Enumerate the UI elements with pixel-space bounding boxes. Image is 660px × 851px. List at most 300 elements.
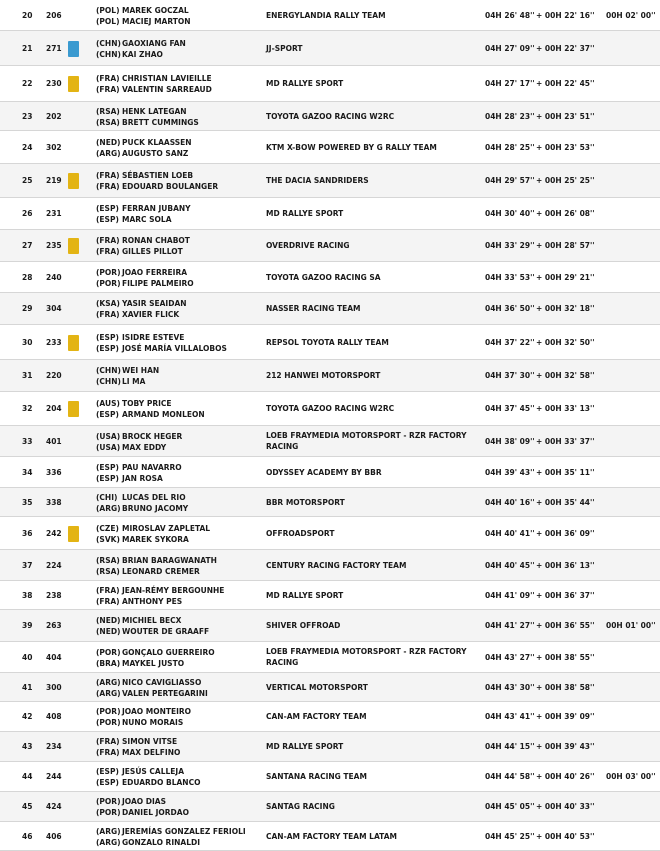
nationality: (CZE) — [96, 523, 119, 533]
crew-name: FILIPE PALMEIRO — [122, 278, 194, 288]
team-name: REPSOL TOYOTA RALLY TEAM — [266, 337, 389, 347]
nationality: (CHI) — [96, 492, 118, 502]
crew-member — [96, 807, 189, 818]
table-row — [0, 31, 660, 66]
crew-member — [96, 298, 187, 309]
crew-name: GAOXIANG FAN — [122, 38, 186, 48]
crew-name: BRIAN BARAGWANATH — [122, 555, 217, 565]
team-name: VERTICAL MOTORSPORT — [266, 682, 368, 692]
crew-names — [96, 826, 246, 848]
car-number: 401 — [46, 436, 62, 446]
class-badge-icon — [68, 238, 79, 254]
car-number: 233 — [46, 337, 62, 347]
position-number: 29 — [22, 304, 33, 313]
car-number: 231 — [46, 209, 62, 218]
position-number: 25 — [22, 176, 33, 185]
crew-member — [96, 170, 218, 181]
team-name: 212 HANWEI MOTORSPORT — [266, 371, 381, 380]
crew-member — [96, 137, 192, 148]
car-number: 336 — [46, 467, 62, 477]
crew-name: BRUNO JACOMY — [122, 503, 189, 513]
nationality: (FRA) — [96, 310, 120, 319]
team-name: OFFROADSPORT — [266, 528, 335, 538]
stage-time: 04H 41' 09'' — [485, 590, 535, 600]
nationality: (FRA) — [96, 182, 120, 191]
crew-names — [96, 332, 227, 354]
nationality: (ARG) — [96, 688, 121, 698]
table-row — [0, 732, 660, 762]
position-number: 34 — [22, 467, 33, 477]
stage-time: 04H 37' 22'' — [485, 337, 535, 347]
crew-member — [96, 747, 180, 758]
class-badge-icon — [68, 76, 79, 92]
table-row — [0, 325, 660, 360]
crew-names — [96, 796, 189, 818]
car-number: 220 — [46, 371, 62, 380]
car-number: 302 — [46, 142, 62, 152]
position-number: 41 — [22, 682, 33, 692]
crew-names — [96, 677, 208, 699]
crew-name: MAREK GOCZAL — [122, 5, 189, 15]
crew-member — [96, 431, 182, 442]
crew-member — [96, 203, 191, 214]
time-gap: + 00H 38' 58'' — [536, 682, 595, 692]
crew-member — [96, 376, 159, 387]
position-number: 39 — [22, 621, 33, 630]
crew-name: MAX EDDY — [122, 442, 167, 452]
class-badge-icon — [68, 335, 79, 351]
crew-name: ISIDRE ESTEVE — [122, 332, 185, 342]
stage-time: 04H 33' 29'' — [485, 241, 535, 250]
crew-names — [96, 203, 191, 225]
crew-name: MICHIEL BECX — [122, 616, 182, 625]
penalty-time: 00H 01' 00'' — [606, 621, 656, 630]
car-number: 240 — [46, 272, 62, 282]
stage-time: 04H 45' 05'' — [485, 802, 535, 811]
crew-name: HENK LATEGAN — [122, 106, 187, 116]
crew-member — [96, 717, 191, 728]
car-number: 234 — [46, 742, 62, 751]
team-name: MD RALLYE SPORT — [266, 209, 344, 218]
crew-names — [96, 431, 182, 453]
table-row — [0, 262, 660, 293]
time-gap: + 00H 38' 55'' — [536, 652, 595, 662]
table-row — [0, 822, 660, 851]
stage-time: 04H 40' 16'' — [485, 497, 535, 507]
position-number: 31 — [22, 371, 33, 380]
crew-member — [96, 473, 182, 484]
crew-member — [96, 706, 191, 717]
nationality: (SVK) — [96, 534, 120, 544]
class-badge-icon — [68, 41, 79, 57]
time-gap: + 00H 32' 58'' — [536, 371, 595, 380]
stage-time: 04H 28' 25'' — [485, 142, 535, 152]
time-gap: + 00H 33' 13'' — [536, 404, 595, 413]
time-gap: + 00H 32' 18'' — [536, 304, 595, 313]
nationality: (NED) — [96, 616, 121, 625]
team-name: BBR MOTORSPORT — [266, 497, 345, 507]
stage-time: 04H 41' 27'' — [485, 621, 535, 630]
time-gap: + 00H 40' 26'' — [536, 772, 595, 781]
nationality: (POR) — [96, 278, 121, 288]
table-row — [0, 0, 660, 31]
time-gap: + 00H 36' 55'' — [536, 621, 595, 630]
nationality: (ESP) — [96, 462, 119, 472]
crew-name: SIMON VITSE — [122, 737, 178, 746]
crew-name: PAU NAVARRO — [122, 462, 182, 472]
team-name: ODYSSEY ACADEMY BY BBR — [266, 467, 382, 477]
car-number: 242 — [46, 528, 62, 538]
crew-member — [96, 677, 208, 688]
nationality: (ESP) — [96, 204, 119, 213]
nationality: (ESP) — [96, 473, 119, 483]
crew-name: ANTHONY PES — [122, 596, 183, 606]
stage-time: 04H 43' 30'' — [485, 682, 535, 692]
nationality: (FRA) — [96, 236, 120, 245]
car-number: 230 — [46, 79, 62, 88]
table-row — [0, 102, 660, 131]
nationality: (USA) — [96, 431, 121, 441]
team-name: ENERGYLANDIA RALLY TEAM — [266, 10, 386, 20]
stage-time: 04H 38' 09'' — [485, 436, 535, 446]
nationality: (CHN) — [96, 366, 121, 375]
time-gap: + 00H 28' 57'' — [536, 241, 595, 250]
nationality: (ESP) — [96, 767, 119, 776]
nationality: (FRA) — [96, 748, 120, 757]
table-row — [0, 360, 660, 392]
stage-time: 04H 37' 45'' — [485, 404, 535, 413]
crew-names — [96, 523, 210, 545]
position-number: 45 — [22, 802, 33, 811]
crew-name: JEAN-RÉMY BERGOUNHE — [122, 585, 225, 595]
class-badge-icon — [68, 401, 79, 417]
position-number: 23 — [22, 111, 33, 121]
nationality: (NED) — [96, 627, 121, 636]
crew-name: WEI HAN — [122, 366, 160, 375]
team-name: MD RALLYE SPORT — [266, 590, 344, 600]
position-number: 32 — [22, 404, 33, 413]
table-row — [0, 131, 660, 164]
nationality: (CHN) — [96, 38, 121, 48]
team-name: CENTURY RACING FACTORY TEAM — [266, 560, 407, 570]
crew-name: WOUTER DE GRAAFF — [122, 627, 210, 636]
team-name: OVERDRIVE RACING — [266, 241, 350, 250]
stage-time: 04H 37' 30'' — [485, 371, 535, 380]
crew-member — [96, 503, 188, 514]
position-number: 35 — [22, 497, 33, 507]
crew-name: JOAO DIAS — [122, 797, 166, 806]
stage-time: 04H 43' 27'' — [485, 652, 535, 662]
crew-name: VALEN PERTEGARINI — [122, 688, 208, 698]
nationality: (ARG) — [96, 826, 121, 836]
crew-name: MAYKEL JUSTO — [122, 658, 185, 668]
time-gap: + 00H 25' 25'' — [536, 176, 595, 185]
crew-name: GILLES PILLOT — [122, 247, 183, 256]
crew-member — [96, 826, 246, 837]
team-name: SHIVER OFFROAD — [266, 621, 341, 630]
crew-names — [96, 170, 218, 192]
crew-member — [96, 555, 217, 566]
crew-names — [96, 647, 215, 669]
nationality: (ESP) — [96, 343, 119, 353]
nationality: (ARG) — [96, 148, 121, 158]
stage-time: 04H 36' 50'' — [485, 304, 535, 313]
crew-member — [96, 106, 199, 117]
crew-name: MAX DELFINO — [122, 748, 181, 757]
nationality: (ESP) — [96, 332, 119, 342]
car-number: 408 — [46, 712, 62, 721]
crew-names — [96, 766, 200, 788]
time-gap: + 00H 22' 45'' — [536, 79, 595, 88]
crew-name: CHRISTIAN LAVIEILLE — [122, 74, 212, 83]
crew-name: EDUARDO BLANCO — [122, 778, 201, 787]
crew-name: LUCAS DEL RIO — [122, 492, 186, 502]
crew-member — [96, 5, 191, 16]
crew-names — [96, 298, 187, 320]
crew-name: JAN ROSA — [122, 473, 163, 483]
car-number: 238 — [46, 590, 62, 600]
team-name: CAN-AM FACTORY TEAM LATAM — [266, 831, 397, 841]
nationality: (RSA) — [96, 117, 120, 127]
table-row — [0, 488, 660, 517]
crew-names — [96, 615, 209, 637]
nationality: (POR) — [96, 267, 121, 277]
table-row — [0, 581, 660, 610]
crew-member — [96, 409, 205, 420]
crew-names — [96, 585, 224, 607]
crew-member — [96, 267, 194, 278]
position-number: 22 — [22, 79, 33, 88]
position-number: 42 — [22, 712, 33, 721]
crew-name: TOBY PRICE — [122, 399, 172, 408]
team-name: MD RALLYE SPORT — [266, 79, 344, 88]
nationality: (POL) — [96, 5, 120, 15]
stage-time: 04H 39' 43'' — [485, 467, 535, 477]
crew-names — [96, 706, 191, 728]
crew-names — [96, 267, 194, 289]
stage-time: 04H 44' 58'' — [485, 772, 535, 781]
crew-member — [96, 442, 182, 453]
crew-member — [96, 365, 159, 376]
time-gap: + 00H 40' 33'' — [536, 802, 595, 811]
nationality: (FRA) — [96, 74, 120, 83]
position-number: 20 — [22, 10, 33, 20]
crew-member — [96, 343, 227, 354]
table-row — [0, 517, 660, 550]
table-row — [0, 66, 660, 102]
crew-member — [96, 148, 192, 159]
crew-member — [96, 523, 210, 534]
table-row — [0, 762, 660, 792]
team-name: KTM X-BOW POWERED BY G RALLY TEAM — [266, 142, 437, 152]
team-name: LOEB FRAYMEDIA MOTORSPORT - RZR FACTORY RACING — [266, 647, 467, 667]
crew-name: JOAO FERREIRA — [122, 267, 188, 277]
time-gap: + 00H 22' 16'' — [536, 10, 595, 20]
stage-time: 04H 33' 53'' — [485, 272, 535, 282]
position-number: 37 — [22, 560, 33, 570]
time-gap: + 00H 32' 50'' — [536, 337, 595, 347]
table-row — [0, 673, 660, 702]
nationality: (RSA) — [96, 555, 120, 565]
crew-member — [96, 736, 180, 747]
crew-member — [96, 796, 189, 807]
table-row — [0, 610, 660, 642]
time-gap: + 00H 26' 08'' — [536, 209, 595, 218]
nationality: (NED) — [96, 137, 121, 147]
position-number: 33 — [22, 436, 33, 446]
position-number: 40 — [22, 652, 33, 662]
crew-member — [96, 766, 200, 777]
car-number: 406 — [46, 831, 62, 841]
crew-name: PUCK KLAASSEN — [122, 137, 192, 147]
time-gap: + 00H 40' 53'' — [536, 831, 595, 841]
position-number: 44 — [22, 772, 33, 781]
crew-member — [96, 38, 186, 49]
team-name: TOYOTA GAZOO RACING SA — [266, 272, 381, 282]
crew-name: JOSÉ MARÍA VILLALOBOS — [122, 343, 227, 353]
crew-name: RONAN CHABOT — [122, 236, 190, 245]
team-name: JJ-SPORT — [266, 43, 303, 53]
car-number: 202 — [46, 111, 62, 121]
crew-member — [96, 596, 224, 607]
crew-member — [96, 492, 188, 503]
crew-names — [96, 106, 199, 128]
nationality: (POR) — [96, 707, 121, 716]
crew-member — [96, 235, 190, 246]
nationality: (FRA) — [96, 596, 120, 606]
position-number: 24 — [22, 142, 33, 152]
crew-name: JESÚS CALLEJA — [122, 767, 185, 776]
position-number: 28 — [22, 272, 33, 282]
time-gap: + 00H 23' 51'' — [536, 111, 595, 121]
car-number: 300 — [46, 682, 62, 692]
car-number: 219 — [46, 176, 62, 185]
stage-time: 04H 28' 23'' — [485, 111, 535, 121]
nationality: (POR) — [96, 647, 121, 657]
time-gap: + 00H 39' 43'' — [536, 742, 595, 751]
car-number: 304 — [46, 304, 62, 313]
nationality: (KSA) — [96, 299, 120, 308]
crew-name: AUGUSTO SANZ — [122, 148, 189, 158]
time-gap: + 00H 23' 53'' — [536, 142, 595, 152]
crew-member — [96, 462, 182, 473]
crew-member — [96, 309, 187, 320]
crew-name: JEREMÍAS GONZALEZ FERIOLI — [122, 826, 246, 836]
stage-time: 04H 27' 17'' — [485, 79, 535, 88]
crew-member — [96, 688, 208, 699]
table-row — [0, 198, 660, 230]
crew-name: NUNO MORAIS — [122, 718, 184, 727]
nationality: (POR) — [96, 797, 121, 806]
nationality: (CHN) — [96, 49, 121, 59]
stage-time: 04H 40' 41'' — [485, 528, 535, 538]
nationality: (USA) — [96, 442, 121, 452]
crew-name: KAI ZHAO — [122, 49, 163, 59]
crew-member — [96, 585, 224, 596]
crew-name: DANIEL JORDAO — [122, 808, 189, 817]
car-number: 244 — [46, 772, 62, 781]
table-row — [0, 702, 660, 732]
crew-names — [96, 38, 186, 60]
table-row — [0, 392, 660, 426]
crew-name: NICO CAVIGLIASSO — [122, 677, 202, 687]
crew-name: MARC SOLA — [122, 215, 172, 224]
stage-time: 04H 30' 40'' — [485, 209, 535, 218]
position-number: 46 — [22, 831, 33, 841]
class-badge-icon — [68, 526, 79, 542]
crew-name: XAVIER FLICK — [122, 310, 180, 319]
nationality: (POL) — [96, 16, 120, 26]
nationality: (FRA) — [96, 247, 120, 256]
crew-member — [96, 398, 205, 409]
time-gap: + 00H 36' 37'' — [536, 590, 595, 600]
nationality: (ESP) — [96, 215, 119, 224]
crew-member — [96, 615, 209, 626]
crew-name: LEONARD CREMER — [122, 566, 200, 576]
time-gap: + 00H 33' 37'' — [536, 436, 595, 446]
table-row — [0, 293, 660, 325]
position-number: 36 — [22, 528, 33, 538]
car-number: 224 — [46, 560, 62, 570]
crew-names — [96, 462, 182, 484]
table-row — [0, 642, 660, 673]
nationality: (RSA) — [96, 566, 120, 576]
crew-names — [96, 137, 192, 159]
team-name: TOYOTA GAZOO RACING W2RC — [266, 404, 395, 413]
crew-member — [96, 777, 200, 788]
crew-name: EDOUARD BOULANGER — [122, 182, 219, 191]
nationality: (ESP) — [96, 410, 119, 419]
nationality: (RSA) — [96, 106, 120, 116]
nationality: (FRA) — [96, 585, 120, 595]
nationality: (CHN) — [96, 377, 121, 386]
crew-member — [96, 49, 186, 60]
team-name: CAN-AM FACTORY TEAM — [266, 712, 367, 721]
table-row — [0, 230, 660, 262]
table-row — [0, 457, 660, 488]
crew-member — [96, 278, 194, 289]
stage-time: 04H 27' 09'' — [485, 43, 535, 53]
car-number: 263 — [46, 621, 62, 630]
time-gap: + 00H 22' 37'' — [536, 43, 595, 53]
crew-name: MACIEJ MARTON — [122, 16, 191, 26]
crew-names — [96, 736, 180, 758]
position-number: 21 — [22, 43, 33, 53]
crew-member — [96, 84, 212, 95]
nationality: (BRA) — [96, 658, 121, 668]
car-number: 235 — [46, 241, 62, 250]
crew-name: MAREK SYKORA — [122, 534, 189, 544]
car-number: 206 — [46, 10, 62, 20]
team-name: NASSER RACING TEAM — [266, 304, 361, 313]
nationality: (FRA) — [96, 85, 120, 94]
crew-name: LI MA — [122, 377, 146, 386]
penalty-time: 00H 02' 00'' — [606, 10, 656, 20]
crew-name: VALENTIN SARREAUD — [122, 85, 212, 94]
crew-name: GONZALO RINALDI — [122, 837, 200, 847]
stage-time: 04H 40' 45'' — [485, 560, 535, 570]
time-gap: + 00H 29' 21'' — [536, 272, 595, 282]
crew-name: BROCK HEGER — [122, 431, 183, 441]
crew-name: ARMAND MONLEON — [122, 410, 205, 419]
time-gap: + 00H 35' 11'' — [536, 467, 595, 477]
crew-name: FERRAN JUBANY — [122, 204, 191, 213]
crew-name: SÉBASTIEN LOEB — [122, 171, 194, 180]
crew-names — [96, 73, 212, 95]
crew-member — [96, 214, 191, 225]
team-name: THE DACIA SANDRIDERS — [266, 176, 369, 185]
crew-member — [96, 332, 227, 343]
